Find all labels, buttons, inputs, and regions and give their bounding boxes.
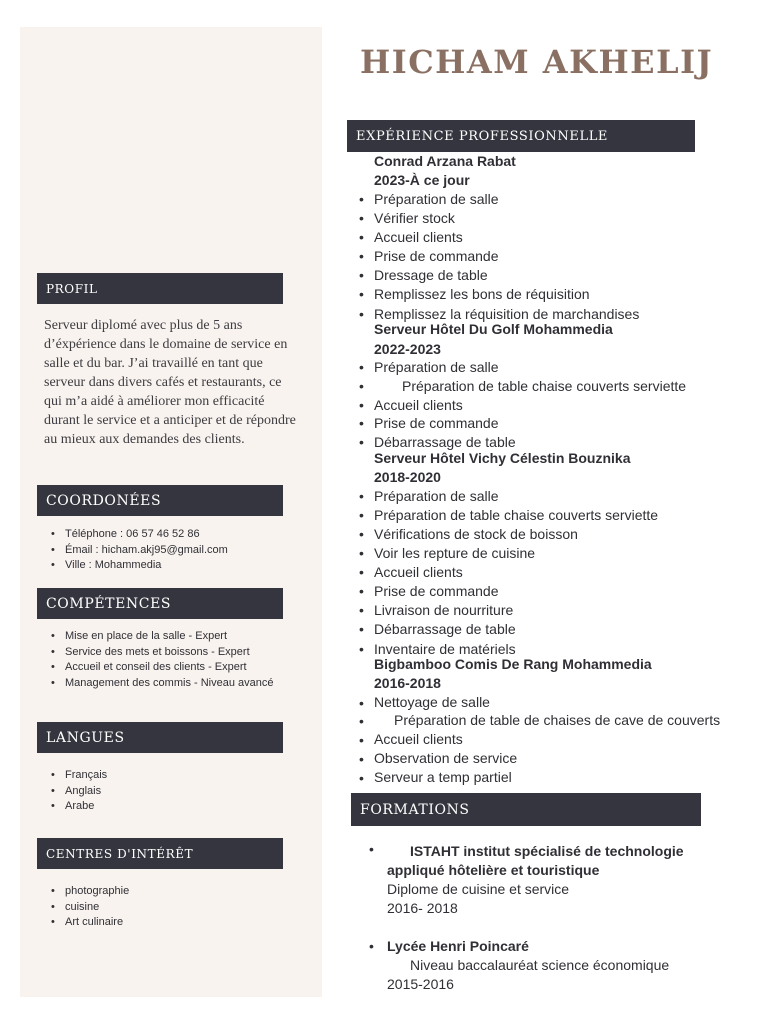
job-task: Préparation de table chaise couverts serviette [402,378,687,394]
bullet-icon: • [359,695,364,711]
bullet-icon: • [359,564,364,580]
langue-item: • Français [50,768,107,784]
coordonnees-header [37,485,283,516]
competence-item: • Service des mets et boissons - Expert [50,645,280,661]
job-dates: 2018-2020 [374,469,441,485]
bullet-icon: • [359,191,364,207]
coordonnees-title: COORDONÉES [46,492,162,509]
competences-title: COMPÉTENCES [46,595,172,612]
langue-item: • Anglais [50,784,107,800]
interet-item: • photographie [50,884,129,900]
candidate-name: HICHAM AKHELIJ [360,43,714,81]
job-task: Accueil clients [374,731,463,747]
langues-title: LANGUES [46,729,125,746]
bullet-icon: • [359,751,364,767]
bullet-icon: • [359,415,364,431]
city-item: • Ville : Mohammedia [50,558,228,574]
job-task: Préparation de salle [374,488,499,504]
job-task: Remplissez les bons de réquisition [374,286,590,302]
job-task: Remplissez la réquisition de marchandises [374,306,640,322]
bullet-icon: • [359,488,364,504]
langue-item: • Arabe [50,799,107,815]
job-task: Serveur a temp partiel [374,769,512,785]
job-task: Prise de commande [374,583,499,599]
profil-text: Serveur diplomé avec plus de 5 ans d’éxpérience dans le domaine de service en salle et du bar. J’ai travaillé en tant que serveur dans divers cafés et restaurants, ce qui m’a aidé à améliorer mon efficacité durant le service et a anticiper et de répondre au mieux aux demandes des clients. [44,318,296,447]
job-task: Débarrassage de table [374,621,516,637]
email-item[interactable]: • Émail : hicham.akj95@gmail.com [50,543,228,559]
bullet-icon: • [359,545,364,561]
job-task: Débarrassage de table [374,434,516,450]
competences-list [50,629,280,691]
job-dates: 2016-2018 [374,675,441,691]
job-employer: Serveur Hôtel Du Golf Mohammedia [374,321,613,337]
competences-header [37,588,283,619]
formation-dates: 2015-2016 [387,976,454,992]
job-task: Accueil clients [374,229,463,245]
job-task: Prise de commande [374,415,499,431]
formation-diploma: Niveau baccalauréat science économique [410,957,670,973]
bullet-icon: • [359,641,364,657]
bullet-icon: • [359,770,364,786]
formation-diploma: Diplome de cuisine et service [387,881,570,897]
bullet-icon: • [359,713,364,729]
job-employer: Conrad Arzana Rabat [374,153,516,169]
bullet-icon: • [359,621,364,637]
bullet-icon: • [359,229,364,245]
bullet-icon: • [359,286,364,302]
experience-title: EXPÉRIENCE PROFESSIONNELLE [356,128,609,144]
bullet-icon: • [359,248,364,264]
job-task: Dressage de table [374,267,488,283]
experience-header [347,120,695,152]
job-employer: Bigbamboo Comis De Rang Mohammedia [374,656,652,672]
formation-school-cont: appliqué hôtelière et touristique [387,862,600,878]
job-task: Observation de service [374,750,518,766]
job-task: Accueil clients [374,397,463,413]
job-task: Accueil clients [374,564,463,580]
profil-header [37,273,283,304]
job-task: Nettoyage de salle [374,694,490,710]
job-task: Préparation de table chaise couverts serviette [374,507,659,523]
interets-header [37,838,283,869]
job-task: Prise de commande [374,248,499,264]
coordonnees-list [50,527,228,574]
job-dates: 2023-À ce jour [374,172,470,188]
langues-list [50,768,107,815]
bullet-icon: • [359,583,364,599]
job-task: Voir les repture de cuisine [374,545,536,561]
bullet-icon: • [359,359,364,375]
job-task: Livraison de nourriture [374,602,514,618]
competence-item: • Accueil et conseil des clients - Expert [50,660,280,676]
bullet-icon: • [359,306,364,322]
bullet-icon: • [359,602,364,618]
competence-item: • Management des commis - Niveau avancé [50,676,280,692]
job-task: Préparation de table de chaises de cave de couverts [394,712,721,728]
job-dates: 2022-2023 [374,341,441,357]
langues-header [37,722,283,753]
bullet-icon: • [359,434,364,450]
interets-list [50,884,129,931]
bullet-icon: • [359,397,364,413]
formations-title: FORMATIONS [360,801,470,818]
interet-item: • Art culinaire [50,915,129,931]
job-task: Préparation de salle [374,191,499,207]
bullet-icon: • [359,732,364,748]
job-task: Inventaire de matériels [374,641,516,657]
bullet-icon: • [369,938,374,954]
bullet-icon: • [359,378,364,394]
interet-item: • cuisine [50,900,129,916]
job-task: Vérifications de stock de boisson [374,526,578,542]
formation-school: ISTAHT institut spécialisé de technologie [410,843,684,859]
interets-title: CENTRES D'INTÉRÊT [46,846,194,861]
competence-item: • Mise en place de la salle - Expert [50,629,280,645]
job-task: Vérifier stock [374,210,455,226]
bullet-icon: • [359,210,364,226]
bullet-icon: • [369,841,374,857]
formation-dates: 2016- 2018 [387,900,458,916]
bullet-icon: • [359,267,364,283]
phone-item: • Téléphone : 06 57 46 52 86 [50,527,228,543]
formation-school: Lycée Henri Poincaré [387,938,529,954]
bullet-icon: • [359,526,364,542]
job-employer: Serveur Hôtel Vichy Célestin Bouznika [374,450,631,466]
bullet-icon: • [359,507,364,523]
job-task: Préparation de salle [374,359,499,375]
formations-header [351,793,701,826]
profil-title: PROFIL [46,281,98,296]
